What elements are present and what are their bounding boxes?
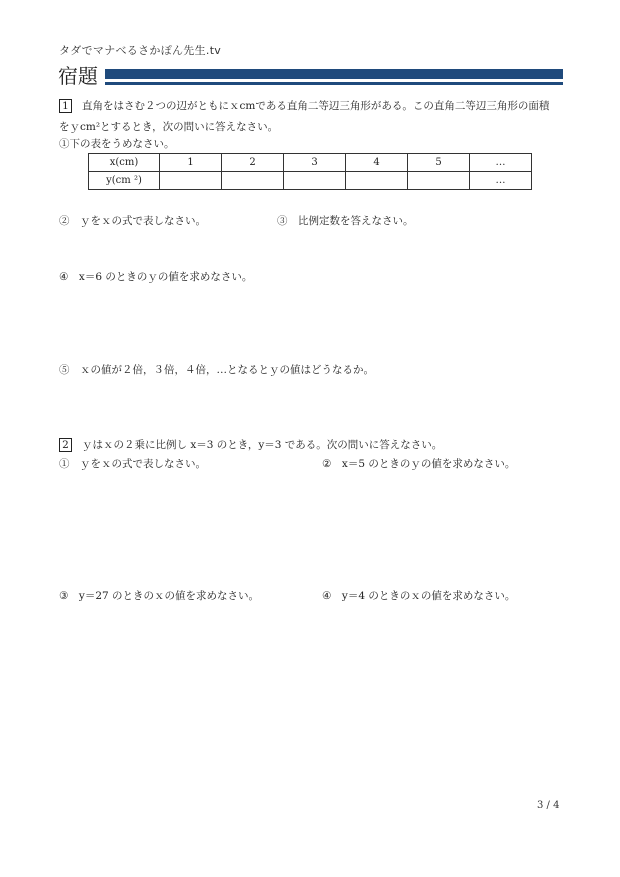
- value-table: [88, 153, 532, 190]
- problem1-q3: ③ 比例定数を答えなさい。: [277, 215, 414, 227]
- problem2-q4: ④ y＝4 のときのｘの値を求めなさい。: [322, 590, 516, 602]
- table-cell: [222, 172, 284, 190]
- table-cell: [284, 172, 346, 190]
- table-cell: 1: [160, 154, 222, 172]
- title-bar-thick: [105, 69, 563, 79]
- table-cell: 5: [408, 154, 470, 172]
- table-cell: 4: [346, 154, 408, 172]
- table-row-y: [89, 172, 532, 190]
- table-cell: 3: [284, 154, 346, 172]
- problem1-statement-line1: [59, 99, 549, 113]
- problem2-q3: ③ y＝27 のときのｘの値を求めなさい。: [59, 590, 260, 602]
- table-cell: …: [470, 154, 532, 172]
- table-cell: 2: [222, 154, 284, 172]
- table-row-x: [89, 154, 532, 172]
- problem1-q1: ①下の表をうめなさい。: [59, 138, 175, 150]
- table-header-y: y(cm ²): [89, 172, 160, 190]
- problem1-q2: ② ｙをｘの式で表しなさい。: [59, 215, 206, 227]
- problem2-number: 2: [59, 438, 72, 452]
- table-cell: [408, 172, 470, 190]
- problem1-text: 直角をはさむ２つの辺がともにｘcmである直角二等辺三角形がある。この直角二等辺三角形の面積: [82, 100, 550, 112]
- problem2-statement: [59, 438, 442, 452]
- problem2-q1: ① ｙをｘの式で表しなさい。: [59, 458, 206, 470]
- problem1-q4: ④ x＝6 のときのｙの値を求めなさい。: [59, 271, 253, 283]
- problem1-statement-line2: をｙcm²とするとき，次の問いに答えなさい。: [59, 121, 279, 133]
- table-header-x: x(cm): [89, 154, 160, 172]
- problem2-text: ｙはｘの２乗に比例し x＝3 のとき，y＝3 である。次の問いに答えなさい。: [82, 439, 443, 451]
- page-title: 宿題: [58, 64, 98, 88]
- page-number: 3 / 4: [537, 800, 560, 811]
- title-bar-thin: [105, 82, 563, 85]
- table-cell: [346, 172, 408, 190]
- problem2-q2: ② x＝5 のときのｙの値を求めなさい。: [322, 458, 516, 470]
- table-cell: …: [470, 172, 532, 190]
- site-name: タダでマナべるさかぽん先生.tv: [59, 44, 222, 57]
- problem1-number: 1: [59, 99, 72, 113]
- table-cell: [160, 172, 222, 190]
- problem1-q5: ⑤ ｘの値が２倍，３倍，４倍，…となるとｙの値はどうなるか。: [59, 364, 374, 376]
